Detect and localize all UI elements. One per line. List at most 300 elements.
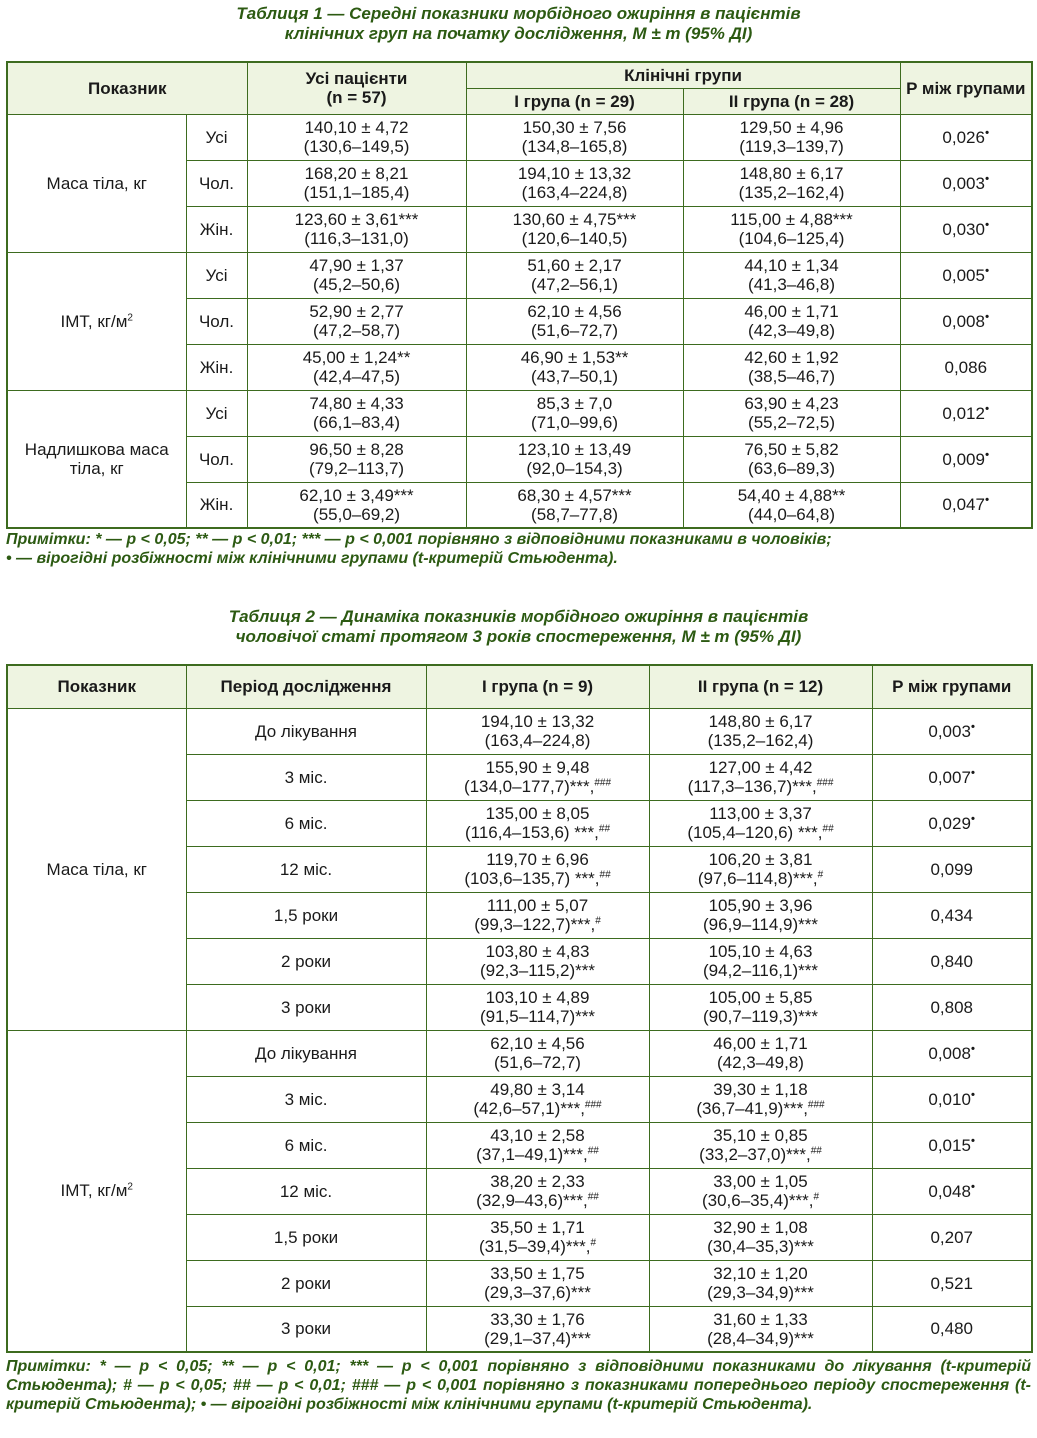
t1-p-cell: [900, 206, 1032, 252]
t2-value-ci: (96,9–114,9)***: [703, 915, 818, 934]
t2-value-mean: 127,00 ± 4,42: [708, 758, 813, 777]
t2-indicator-cell: [7, 708, 186, 1030]
t1-header-group1: I група (n = 29): [466, 88, 683, 114]
t1-value-mean: 45,00 ± 1,24**: [302, 348, 411, 367]
t2-p-value: 0,434: [930, 905, 974, 925]
t2-header-p: P між групами: [872, 665, 1032, 708]
table1: [6, 61, 1033, 529]
t2-value-mean: 105,10 ± 4,63: [708, 942, 813, 961]
t2-value-cell: [426, 1214, 649, 1260]
t2-value-ci-line: [652, 731, 870, 750]
t1-sub-cell: Усі: [186, 252, 247, 298]
t2-p-value: 0,007: [928, 767, 971, 787]
t1-header-indicator: Показник: [7, 62, 247, 114]
t2-p-mark: •: [970, 1132, 976, 1147]
t1-value-cell: [247, 436, 466, 482]
t2-value-ci-line: [652, 869, 870, 888]
t2-value-ci: (94,2–116,1)***: [703, 961, 818, 980]
t2-value-ci-line: [652, 1283, 870, 1302]
t2-p-value: 0,015: [928, 1135, 971, 1155]
t1-value-ci: (119,3–139,7): [739, 137, 844, 156]
t1-value-cell: [466, 344, 683, 390]
t1-value-mean: 129,50 ± 4,96: [739, 118, 844, 137]
t1-value-mean: 63,90 ± 4,23: [744, 394, 839, 413]
t2-value-ci: (32,9–43,6)***,: [476, 1191, 588, 1210]
t2-value-ci-line: [429, 1007, 647, 1026]
t1-value-ci: (55,2–72,5): [748, 413, 835, 432]
t1-p-cell: [900, 436, 1032, 482]
t2-period-cell: До лікування: [186, 708, 426, 754]
t2-value-ci: (30,4–35,3)***: [707, 1237, 814, 1256]
t2-p-value: 0,099: [930, 859, 974, 879]
t2-p-value: 0,029: [928, 813, 971, 833]
t1-p-mark: •: [984, 492, 990, 507]
t1-indicator-cell: [7, 252, 186, 390]
t2-p-value: 0,008: [928, 1043, 971, 1063]
t2-p-cell: [872, 1122, 1032, 1168]
t1-value-ci: (120,6–140,5): [521, 229, 628, 248]
t2-p-mark: •: [970, 764, 976, 779]
t2-value-cell: [426, 1306, 649, 1352]
t2-value-hash: #: [595, 915, 601, 927]
t2-period-cell: 12 міс.: [186, 846, 426, 892]
t1-header-p: P між групами: [900, 62, 1032, 114]
t2-value-ci-line: [429, 1283, 647, 1302]
t1-p-mark: •: [984, 446, 990, 461]
t2-value-mean: 194,10 ± 13,32: [480, 712, 595, 731]
t2-value-ci: (37,1–49,1)***,: [476, 1145, 588, 1164]
t1-value-ci: (63,6–89,3): [748, 459, 835, 478]
t2-header-indicator: Показник: [7, 665, 186, 708]
t2-value-ci: (92,3–115,2)***: [480, 961, 595, 980]
t2-value-hash: #: [813, 1191, 820, 1203]
t1-row: [7, 252, 1032, 298]
t2-p-mark: •: [970, 810, 976, 825]
t1-header-all-label: Усі пацієнти: [305, 69, 408, 89]
t2-period-cell: 3 роки: [186, 984, 426, 1030]
t1-value-ci: (55,0–69,2): [313, 504, 400, 524]
t1-value-cell: [466, 114, 683, 160]
t2-value-cell: [426, 892, 649, 938]
t2-p-cell: [872, 708, 1032, 754]
table1-notes: [6, 530, 1031, 568]
t2-row: [7, 1030, 1032, 1076]
t2-value-cell: [426, 800, 649, 846]
t2-value-cell: [426, 938, 649, 984]
t2-value-mean: 148,80 ± 6,17: [708, 712, 813, 731]
t2-value-ci: (42,6–57,1)***,: [473, 1099, 585, 1118]
t2-p-cell: [872, 1260, 1032, 1306]
t2-value-ci-line: [652, 1099, 870, 1118]
t1-p-value: 0,009: [942, 449, 985, 469]
t2-value-ci-line: [429, 777, 647, 796]
t2-value-mean: 43,10 ± 2,58: [490, 1126, 585, 1145]
t2-value-cell: [649, 938, 872, 984]
table2-notes: Примітки: * — p < 0,05; ** — p < 0,01; *** — p < 0,001 порівняно з відповідними показниками до лікування (t-критерій Стьюдента); # — p < 0,05; ## — p < 0,01; ### — p < 0,001 порівняно з показниками попереднього періоду спостереження (t-критерій Стьюдента); • — вірогідні розбіжності між клінічними групами (t-критерій Стьюдента).: [6, 1358, 1031, 1413]
t2-value-ci-line: [652, 777, 870, 796]
t2-value-hash: ##: [598, 823, 611, 835]
t2-period-cell: 3 міс.: [186, 754, 426, 800]
t2-value-ci-line: [429, 1191, 647, 1210]
t1-value-mean: 148,80 ± 6,17: [739, 164, 844, 183]
t2-value-hash: ##: [810, 1145, 822, 1157]
t2-value-ci: (117,3–136,7)***,: [687, 777, 817, 796]
t2-value-ci-line: [652, 1007, 870, 1026]
t1-value-mean: 96,50 ± 8,28: [309, 440, 404, 459]
t1-value-cell: [683, 436, 900, 482]
t1-p-cell: [900, 482, 1032, 528]
t2-value-ci: (42,3–49,8): [717, 1053, 804, 1072]
t1-value-mean: 130,60 ± 4,75***: [512, 210, 637, 229]
t2-value-cell: [649, 1260, 872, 1306]
t2-value-ci: (28,4–34,9)***: [707, 1328, 814, 1348]
t1-value-ci: (130,6–149,5): [303, 137, 410, 156]
t2-p-cell: [872, 938, 1032, 984]
t2-value-cell: [649, 984, 872, 1030]
t2-value-cell: [649, 1030, 872, 1076]
t2-value-ci-line: [429, 1329, 647, 1348]
t1-value-cell: [247, 482, 466, 528]
t1-value-cell: [466, 298, 683, 344]
t2-p-cell: [872, 892, 1032, 938]
t1-indicator-cell: [7, 114, 186, 252]
t2-value-mean: 35,50 ± 1,71: [490, 1218, 585, 1237]
t2-value-mean: 33,00 ± 1,05: [713, 1172, 808, 1191]
t2-value-cell: [649, 846, 872, 892]
t1-header-all-n: (n = 57): [326, 88, 387, 108]
t1-value-mean: 46,00 ± 1,71: [744, 302, 839, 321]
t1-value-ci: (42,3–49,8): [748, 321, 835, 340]
t1-value-ci: (44,0–64,8): [748, 504, 835, 524]
t2-value-cell: [649, 754, 872, 800]
t2-p-value: 0,521: [930, 1273, 974, 1293]
table1-note-line2: • — вірогідні розбіжності між клінічними групами (t-критерій Стьюдента).: [6, 550, 618, 567]
t2-value-mean: 103,10 ± 4,89: [485, 988, 590, 1007]
t1-sub-cell: Чол.: [186, 298, 247, 344]
t1-value-mean: 62,10 ± 3,49***: [299, 485, 414, 505]
t1-value-cell: [466, 436, 683, 482]
t1-value-ci: (42,4–47,5): [313, 367, 400, 386]
t2-header-group2: II група (n = 12): [649, 665, 872, 708]
t1-value-ci: (38,5–46,7): [748, 367, 835, 386]
t2-period-cell: 2 роки: [186, 1260, 426, 1306]
t2-value-ci-line: [652, 961, 870, 980]
t2-value-hash: ##: [822, 823, 834, 835]
t2-value-ci-line: [429, 1099, 647, 1118]
t2-value-cell: [426, 1076, 649, 1122]
t1-value-cell: [247, 160, 466, 206]
t2-period-cell: 6 міс.: [186, 800, 426, 846]
t2-value-mean: 35,10 ± 0,85: [713, 1126, 808, 1145]
t1-value-cell: [466, 252, 683, 298]
t2-value-hash: ##: [587, 1191, 599, 1203]
t2-value-cell: [649, 708, 872, 754]
t2-body: [7, 708, 1032, 1352]
t1-value-mean: 150,30 ± 7,56: [522, 118, 627, 137]
t2-value-ci: (116,4–153,6) ***,: [464, 823, 599, 842]
t2-p-mark: •: [970, 718, 976, 733]
t2-value-cell: [649, 892, 872, 938]
t1-value-cell: [683, 206, 900, 252]
t2-indicator-label: ІМТ, кг/м: [60, 1181, 128, 1201]
t2-value-ci: (29,3–37,6)***: [484, 1283, 591, 1302]
t1-p-mark: •: [984, 262, 990, 277]
table2-caption-line2: чоловічої статі протягом 3 років спостереження, M ± m (95% ДІ): [235, 627, 802, 646]
t1-p-value: 0,047: [942, 495, 985, 515]
t2-value-ci: (29,3–34,9)***: [707, 1283, 814, 1302]
table1-caption: [0, 4, 1037, 44]
t2-value-cell: [426, 984, 649, 1030]
t2-value-ci: (105,4–120,6) ***,: [687, 823, 823, 842]
table1-caption-line2: клінічних груп на початку дослідження, M ± m (95% ДІ): [284, 24, 753, 43]
t1-value-ci: (43,7–50,1): [531, 367, 618, 386]
t1-value-cell: [466, 206, 683, 252]
t1-value-cell: [247, 390, 466, 436]
t2-value-cell: [649, 800, 872, 846]
t1-value-cell: [247, 298, 466, 344]
t2-p-value: 0,840: [930, 951, 974, 971]
t1-header-clinical-groups: Клінічні групи: [466, 62, 900, 88]
t2-value-hash: ##: [599, 869, 611, 881]
t2-p-mark: •: [970, 1040, 976, 1055]
t2-value-cell: [649, 1214, 872, 1260]
t1-p-value: 0,030: [942, 219, 985, 239]
t1-sub-cell: Жін.: [186, 482, 247, 528]
t1-value-cell: [466, 390, 683, 436]
t2-value-mean: 32,90 ± 1,08: [713, 1218, 808, 1237]
t1-p-cell: [900, 298, 1032, 344]
t1-value-ci: (116,3–131,0): [304, 229, 409, 248]
t1-p-value: 0,012: [942, 403, 985, 423]
t1-value-ci: (92,0–154,3): [526, 459, 623, 478]
t2-p-cell: [872, 1214, 1032, 1260]
t2-value-ci: (90,7–119,3)***: [703, 1007, 818, 1026]
t2-value-cell: [426, 708, 649, 754]
t2-value-hash: ###: [816, 777, 834, 789]
t2-period-cell: До лікування: [186, 1030, 426, 1076]
t2-header-group1: I група (n = 9): [426, 665, 649, 708]
t2-value-ci: (135,2–162,4): [707, 731, 814, 750]
t2-value-mean: 135,00 ± 8,05: [485, 804, 590, 823]
t1-value-ci: (41,3–46,8): [748, 275, 835, 294]
t1-p-value: 0,005: [942, 265, 985, 285]
t1-indicator-label: Надлишкова маса тіла, кг: [24, 439, 169, 478]
t2-value-ci-line: [652, 1329, 870, 1348]
t2-value-ci: (33,2–37,0)***,: [699, 1145, 811, 1164]
t1-row: [7, 114, 1032, 160]
t2-value-mean: 33,30 ± 1,76: [490, 1309, 585, 1329]
t1-value-mean: 44,10 ± 1,34: [744, 256, 839, 275]
t2-value-hash: #: [817, 869, 824, 881]
t1-value-cell: [466, 160, 683, 206]
t1-value-mean: 76,50 ± 5,82: [744, 440, 839, 459]
t2-row: [7, 708, 1032, 754]
t2-p-value: 0,003: [928, 721, 971, 741]
t1-value-mean: 85,3 ± 7,0: [536, 394, 613, 413]
t2-indicator-label: Маса тіла, кг: [46, 859, 147, 879]
t2-value-mean: 119,70 ± 6,96: [486, 850, 589, 869]
t1-p-mark: •: [984, 124, 990, 139]
t1-value-mean: 46,90 ± 1,53**: [520, 348, 629, 367]
t2-value-ci-line: [652, 823, 870, 842]
t1-row: [7, 390, 1032, 436]
t2-period-cell: 12 міс.: [186, 1168, 426, 1214]
t1-p-value: 0,026: [942, 127, 985, 147]
t2-p-cell: [872, 984, 1032, 1030]
t2-value-cell: [649, 1168, 872, 1214]
t1-value-ci: (79,2–113,7): [308, 459, 405, 478]
t2-period-cell: 3 роки: [186, 1306, 426, 1352]
t2-header-period: Період дослідження: [186, 665, 426, 708]
t1-value-ci: (71,0–99,6): [531, 413, 618, 432]
t1-sub-cell: Чол.: [186, 160, 247, 206]
t1-p-value: 0,008: [942, 311, 985, 331]
t2-value-ci-line: [429, 869, 647, 888]
t1-p-cell: [900, 252, 1032, 298]
t1-value-mean: 62,10 ± 4,56: [527, 302, 622, 321]
t2-p-value: 0,207: [930, 1227, 974, 1247]
t2-value-mean: 155,90 ± 9,48: [485, 758, 590, 777]
t2-value-ci-line: [429, 1237, 647, 1256]
t2-value-ci-line: [652, 1053, 870, 1072]
t2-value-mean: 38,20 ± 2,33: [490, 1172, 585, 1191]
t2-value-ci-line: [429, 823, 647, 842]
t2-period-cell: 1,5 роки: [186, 1214, 426, 1260]
t1-value-ci: (47,2–56,1): [531, 275, 618, 294]
t1-sub-cell: Жін.: [186, 344, 247, 390]
t1-header-all: [247, 62, 466, 114]
t2-value-cell: [426, 1122, 649, 1168]
t1-value-ci: (151,1–185,4): [303, 183, 410, 202]
t2-value-ci: (163,4–224,8): [484, 731, 591, 750]
t1-p-cell: [900, 390, 1032, 436]
t2-value-ci: (51,6–72,7): [494, 1053, 581, 1072]
t2-p-cell: [872, 1076, 1032, 1122]
t2-p-value: 0,010: [928, 1089, 971, 1109]
t1-indicator-label: ІМТ, кг/м: [60, 311, 128, 331]
t2-p-cell: [872, 1168, 1032, 1214]
t1-value-cell: [683, 114, 900, 160]
t1-value-mean: 47,90 ± 1,37: [309, 256, 404, 275]
t1-value-cell: [247, 114, 466, 160]
t2-value-mean: 46,00 ± 1,71: [713, 1034, 808, 1053]
t1-p-cell: [900, 114, 1032, 160]
t2-value-ci-line: [652, 1191, 870, 1210]
t1-value-ci: (45,2–50,6): [313, 275, 400, 294]
t2-value-mean: 33,50 ± 1,75: [490, 1264, 585, 1283]
t2-value-ci: (134,0–177,7)***,: [463, 777, 595, 796]
t2-value-ci: (31,5–39,4)***,: [478, 1237, 591, 1256]
t2-p-mark: •: [970, 1086, 976, 1101]
t2-p-mark: •: [970, 1178, 976, 1193]
t2-value-mean: 32,10 ± 1,20: [713, 1264, 808, 1283]
t2-p-cell: [872, 846, 1032, 892]
t2-value-cell: [426, 846, 649, 892]
t1-p-mark: •: [984, 400, 990, 415]
t1-value-cell: [683, 252, 900, 298]
t2-period-cell: 1,5 роки: [186, 892, 426, 938]
t1-header-group2: II група (n = 28): [683, 88, 900, 114]
t1-body: [7, 114, 1032, 528]
t1-value-mean: 168,20 ± 8,21: [304, 164, 409, 183]
t1-indicator-label: Маса тіла, кг: [46, 173, 147, 193]
table1-note-line1: Примітки: * — p < 0,05; ** — p < 0,01; *** — p < 0,001 порівняно з відповідними показниками в чоловіків;: [6, 531, 832, 548]
t2-value-mean: 39,30 ± 1,18: [713, 1080, 808, 1099]
t2-value-ci: (30,6–35,4)***,: [701, 1191, 814, 1210]
t2-value-hash: ###: [584, 1099, 602, 1111]
t1-value-mean: 123,60 ± 3,61***: [294, 210, 419, 229]
table2: [6, 664, 1033, 1353]
t1-value-mean: 194,10 ± 13,32: [517, 164, 632, 183]
t1-value-mean: 54,40 ± 4,88**: [737, 485, 846, 505]
t2-value-hash: ###: [594, 777, 612, 789]
t2-value-mean: 49,80 ± 3,14: [490, 1080, 585, 1099]
t2-value-ci: (97,6–114,8)***,: [697, 869, 818, 888]
t1-value-mean: 51,60 ± 2,17: [527, 256, 622, 275]
t2-value-ci-line: [429, 1053, 647, 1072]
t2-value-ci-line: [429, 915, 647, 934]
t1-value-ci: (66,1–83,4): [313, 413, 400, 432]
t2-value-ci: (91,5–114,7)***: [480, 1007, 595, 1026]
t2-value-mean: 103,80 ± 4,83: [485, 942, 590, 961]
t1-sub-cell: Жін.: [186, 206, 247, 252]
t1-value-cell: [683, 390, 900, 436]
t1-value-cell: [466, 482, 683, 528]
t2-value-cell: [426, 754, 649, 800]
t1-value-cell: [683, 160, 900, 206]
t1-value-ci: (51,6–72,7): [531, 321, 618, 340]
t2-value-ci-line: [652, 1237, 870, 1256]
t2-value-ci-line: [429, 731, 647, 750]
t2-value-ci: (36,7–41,9)***,: [696, 1099, 808, 1118]
t1-value-mean: 123,10 ± 13,49: [517, 440, 632, 459]
t2-period-cell: 2 роки: [186, 938, 426, 984]
t2-value-hash: ##: [587, 1145, 599, 1157]
t1-value-cell: [683, 344, 900, 390]
t2-value-mean: 62,10 ± 4,56: [490, 1034, 585, 1053]
t2-p-value: 0,480: [930, 1319, 974, 1339]
t1-value-ci: (58,7–77,8): [531, 504, 618, 524]
table2-caption-line1: Таблиця 2 — Динаміка показників морбідного ожиріння в пацієнтів: [228, 607, 809, 626]
t1-value-cell: [247, 206, 466, 252]
t1-p-mark: •: [984, 170, 990, 185]
t1-p-mark: •: [984, 216, 990, 231]
t2-p-cell: [872, 800, 1032, 846]
t1-value-mean: 115,00 ± 4,88***: [730, 210, 853, 229]
t2-value-ci-line: [652, 915, 870, 934]
t2-p-value: 0,048: [928, 1181, 971, 1201]
t2-value-ci: (29,1–37,4)***: [484, 1328, 591, 1348]
t1-p-cell: [900, 160, 1032, 206]
t1-value-ci: (134,8–165,8): [521, 137, 628, 156]
t2-value-mean: 31,60 ± 1,33: [713, 1309, 808, 1329]
t2-period-cell: 6 міс.: [186, 1122, 426, 1168]
t2-p-cell: [872, 1030, 1032, 1076]
t1-value-mean: 74,80 ± 4,33: [309, 394, 404, 413]
t1-value-cell: [247, 252, 466, 298]
t2-value-cell: [649, 1122, 872, 1168]
t2-value-ci: (99,3–122,7)***,: [474, 915, 596, 934]
t2-value-cell: [426, 1168, 649, 1214]
t2-value-ci-line: [429, 1145, 647, 1164]
t2-value-hash: ###: [807, 1099, 825, 1111]
t2-value-cell: [426, 1030, 649, 1076]
t2-value-ci: (103,6–135,7) ***,: [464, 869, 600, 888]
t1-value-mean: 68,30 ± 4,57***: [517, 485, 632, 505]
t1-value-ci: (47,2–58,7): [313, 321, 400, 340]
t2-value-mean: 113,00 ± 3,37: [709, 804, 812, 823]
t1-value-mean: 140,10 ± 4,72: [304, 118, 409, 137]
